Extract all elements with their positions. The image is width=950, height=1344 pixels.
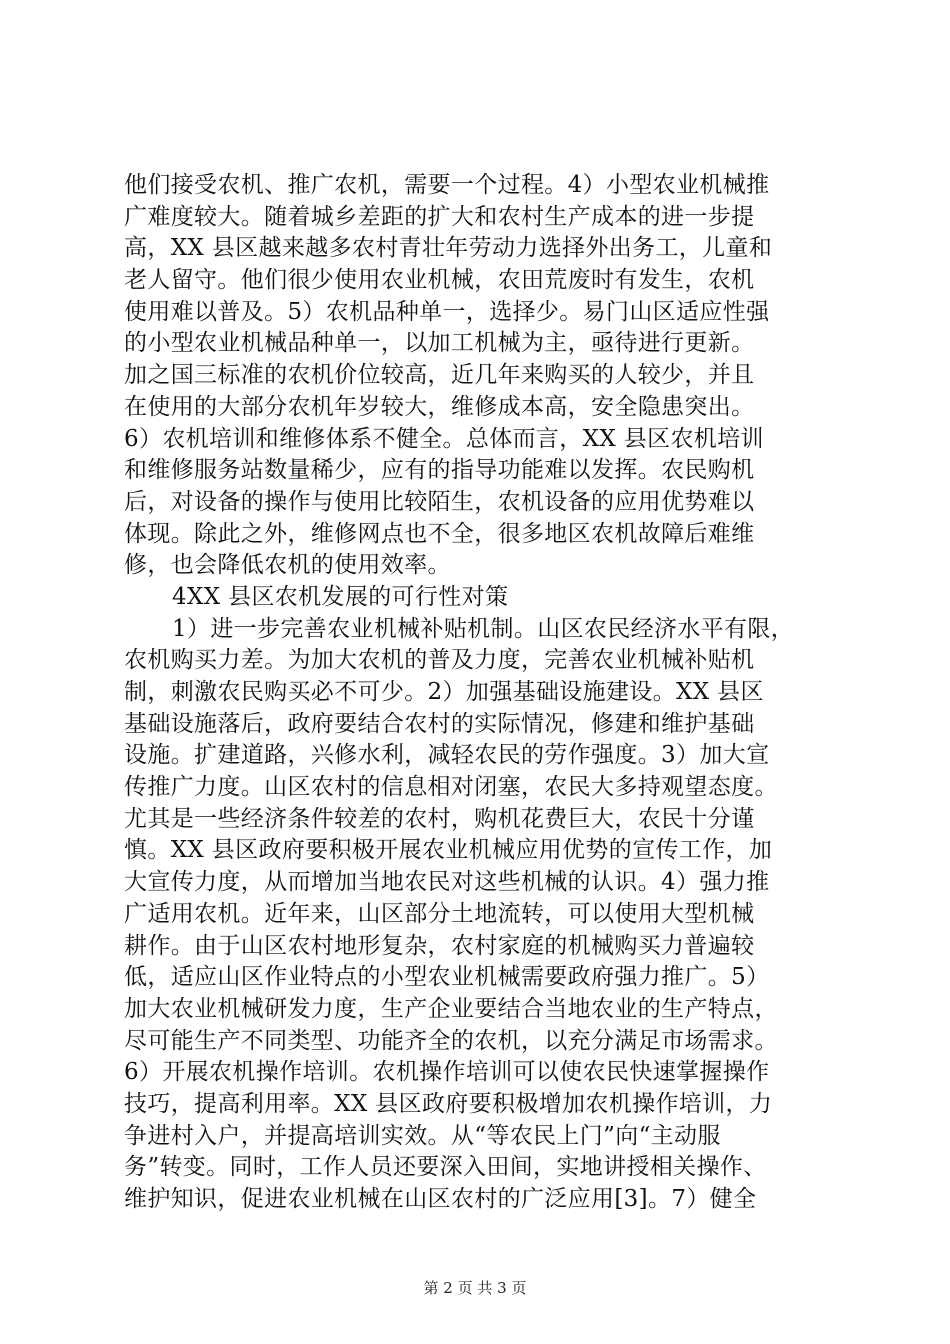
- text-line: 慎。XX 县区政府要积极开展农业机械应用优势的宣传工作，加: [124, 837, 773, 864]
- text-line: 在使用的大部分农机年岁较大，维修成本高，安全隐患突出。: [124, 393, 755, 420]
- text-line: 修，也会降低农机的使用效率。: [124, 552, 451, 579]
- text-line: 农机购买力差。为加大农机的普及力度，完善农业机械补贴机: [124, 647, 755, 674]
- text-line: 1）进一步完善农业机械补贴机制。山区农民经济水平有限，: [172, 615, 795, 642]
- text-line: 大宣传力度，从而增加当地农民对这些机械的认识。4）强力推: [124, 869, 770, 896]
- text-line: 维护知识，促进农业机械在山区农村的广泛应用[3]。7）健全: [124, 1186, 757, 1212]
- text-line: 广适用农机。近年来，山区部分土地流转，可以使用大型机械: [124, 900, 755, 927]
- text-line: 务”转变。同时，工作人员还要深入田间，实地讲授相关操作、: [124, 1154, 767, 1181]
- text-line: 广难度较大。随着城乡差距的扩大和农村生产成本的进一步提: [124, 203, 755, 230]
- text-line: 后，对设备的操作与使用比较陌生，农机设备的应用优势难以: [124, 488, 755, 515]
- text-line: 高，XX 县区越来越多农村青壮年劳动力选择外出务工，儿童和: [124, 235, 773, 262]
- text-line: 技巧，提高利用率。XX 县区政府要积极增加农机操作培训，力: [124, 1090, 773, 1117]
- text-line: 和维修服务站数量稀少，应有的指导功能难以发挥。农民购机: [124, 457, 755, 484]
- text-line: 体现。除此之外，维修网点也不全，很多地区农机故障后难维: [124, 520, 755, 547]
- text-line: 6）农机培训和维修体系不健全。总体而言，XX 县区农机培训: [124, 425, 764, 452]
- text-line: 基础设施落后，政府要结合农村的实际情况，修建和维护基础: [124, 710, 755, 737]
- text-line: 加大农业机械研发力度，生产企业要结合当地农业的生产特点，: [124, 995, 778, 1022]
- text-line: 尽可能生产不同类型、功能齐全的农机，以充分满足市场需求。: [124, 1027, 778, 1054]
- text-line: 争进村入户，并提高培训实效。从“等农民上门”向“主动服: [124, 1122, 721, 1149]
- section-heading: 4XX 县区农机发展的可行性对策: [172, 583, 509, 610]
- text-line: 使用难以普及。5）农机品种单一，选择少。易门山区适应性强: [124, 298, 770, 325]
- text-line: 设施。扩建道路，兴修水利，减轻农民的劳作强度。3）加大宣: [124, 742, 770, 769]
- text-line: 他们接受农机、推广农机，需要一个过程。4）小型农业机械推: [124, 172, 770, 198]
- text-line: 的小型农业机械品种单一，以加工机械为主，亟待进行更新。: [124, 330, 755, 357]
- body-text: [124, 170, 830, 1216]
- text-line: 老人留守。他们很少使用农业机械，农田荒废时有发生，农机: [124, 267, 755, 294]
- text-line: 耕作。由于山区农村地形复杂，农村家庭的机械购买力普遍较: [124, 932, 755, 959]
- text-line: 尤其是一些经济条件较差的农村，购机花费巨大，农民十分谨: [124, 805, 755, 832]
- text-line: 6）开展农机操作培训。农机操作培训可以使农民快速掌握操作: [124, 1059, 770, 1086]
- page-number-footer: 第 2 页 共 3 页: [423, 1279, 527, 1297]
- text-line: 加之国三标准的农机价位较高，近几年来购买的人较少，并且: [124, 362, 755, 389]
- text-line: 制，刺激农民购买必不可少。2）加强基础设施建设。XX 县区: [124, 679, 764, 705]
- text-line: 传推广力度。山区农村的信息相对闭塞，农民大多持观望态度。: [124, 774, 778, 801]
- text-line: 低，适应山区作业特点的小型农业机械需要政府强力推广。5）: [124, 964, 770, 991]
